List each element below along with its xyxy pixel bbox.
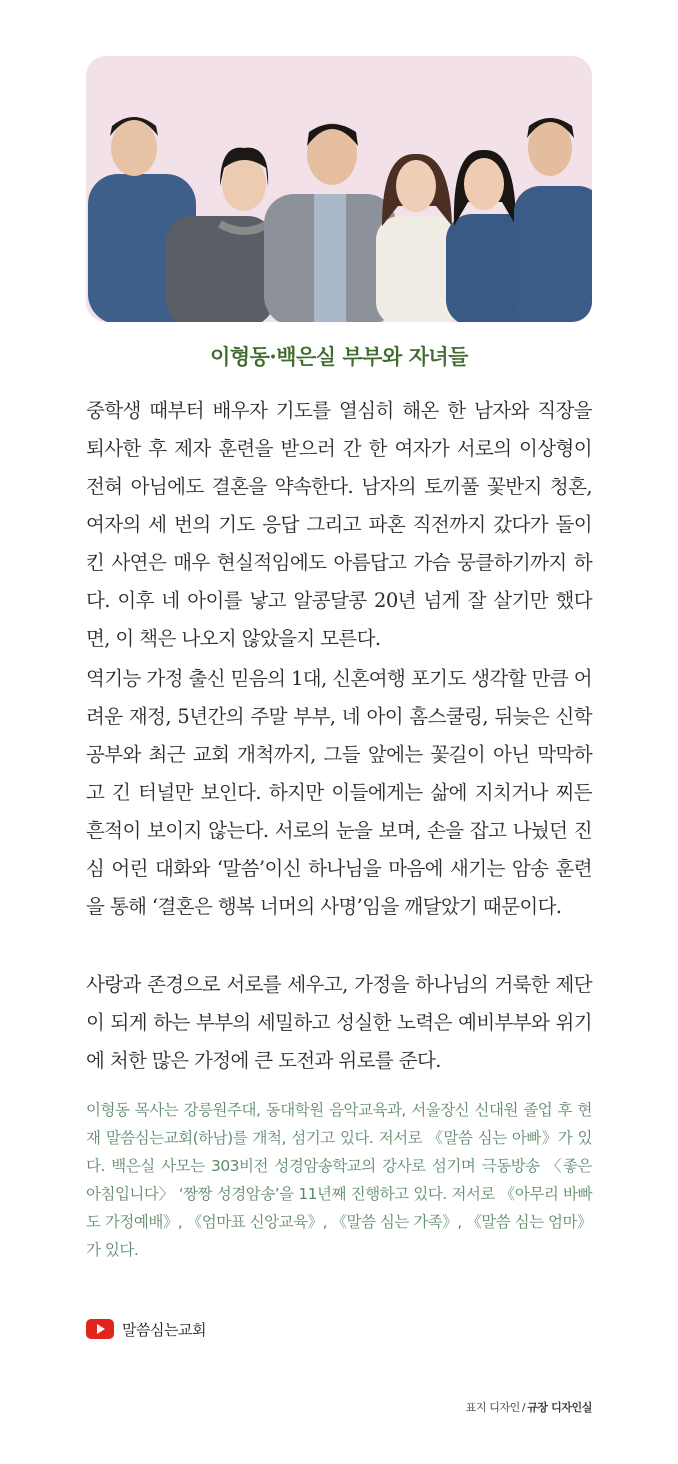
author-bio: 이형동 목사는 강릉원주대, 동대학원 음악교육과, 서울장신 신대원 졸업 후 현재 말씀심는교회(하남)를 개척, 섬기고 있다. 저서로 《말씀 심는 아빠》가 있다. 백은실 사모는 303비전 성경암송학교의 강사로 섬기며 극동방송 〈좋은 아침입니다〉 ‘짱짱 성경암송’을 11년째 진행하고 있다. 저서로 《아무리 바빠도 가정예배》, 《엄마표 신앙교육》, 《말씀 심는 가족》, 《말씀 심는 엄마》가 있다. [86,1101,592,1259]
youtube-channel-label: 말씀심는교회 [122,1320,206,1339]
credit-prefix: 표지 디자인 [465,1401,520,1414]
cover-design-credit [466,1399,592,1415]
credit-name: 규장 디자인실 [527,1401,592,1414]
credit-separator: / [521,1401,526,1414]
family-photo [86,56,592,322]
youtube-channel-link[interactable] [86,1318,206,1340]
photo-caption: 이형동·백은실 부부와 자녀들 [210,344,468,369]
body-paragraph-3: 사랑과 존경으로 서로를 세우고, 가정을 하나님의 거룩한 제단이 되게 하는 부부의 세밀하고 성실한 노력은 예비부부와 위기에 처한 많은 가정에 큰 도전과 위로를 준다. [86,973,592,1072]
youtube-icon [86,1319,114,1339]
family-illustration [86,56,592,322]
body-paragraph-2: 역기능 가정 출신 믿음의 1대, 신혼여행 포기도 생각할 만큼 어려운 재정, 5년간의 주말 부부, 네 아이 홈스쿨링, 뒤늦은 신학 공부와 최근 교회 개척까지, 그들 앞에는 꽃길이 아닌 막막하고 긴 터널만 보인다. 하지만 이들에게는 삶에 지치거나 찌든 흔적이 보이지 않는다. 서로의 눈을 보며, 손을 잡고 나눴던 진심 어린 대화와 ‘말씀’이신 하나님을 마음에 새기는 암송 훈련을 통해 ‘결혼은 행복 너머의 사명’임을 깨달았기 때문이다. [86,667,592,918]
body-paragraph-1: 중학생 때부터 배우자 기도를 열심히 해온 한 남자와 직장을 퇴사한 후 제자 훈련을 받으러 간 한 여자가 서로의 이상형이 전혀 아님에도 결혼을 약속한다. 남자의 토끼풀 꽃반지 청혼, 여자의 세 번의 기도 응답 그리고 파혼 직전까지 갔다가 돌이킨 사연은 매우 현실적임에도 아름답고 가슴 뭉클하기까지 하다. 이후 네 아이를 낳고 알콩달콩 20년 넘게 잘 살기만 했다면, 이 책은 나오지 않았을지 모른다. [86,399,592,650]
